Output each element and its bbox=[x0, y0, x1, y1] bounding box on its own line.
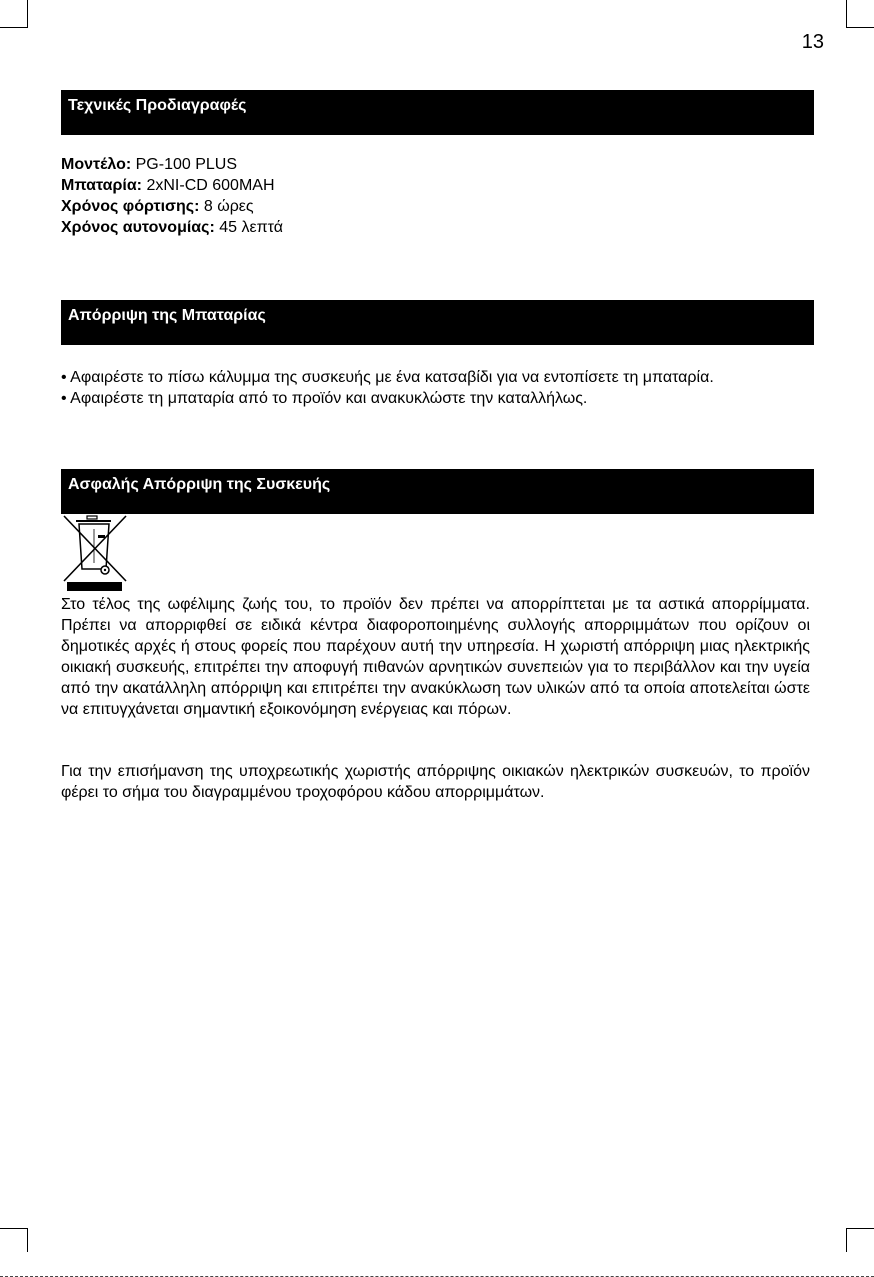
spec-row-model bbox=[61, 154, 237, 175]
crop-mark-bottom-right-h bbox=[846, 1228, 874, 1229]
crop-mark-bottom-left-h bbox=[0, 1228, 28, 1229]
spec-value: 8 ώρες bbox=[199, 198, 254, 215]
spec-row-charge-time bbox=[61, 196, 254, 217]
section-header-battery: Απόρριψη της Μπαταρίας bbox=[61, 300, 814, 345]
battery-bullet-list bbox=[61, 367, 821, 409]
spec-row-battery bbox=[61, 175, 275, 196]
spec-value: 2xNI-CD 600MAH bbox=[142, 177, 275, 194]
disposal-paragraph-1: Στο τέλος της ωφέλιμης ζωής του, το προϊόν δεν πρέπει να απορρίπτεται με τα αστικά απορρίμματα. Πρέπει να απορριφθεί σε ειδικά κέντρα διαφοροποιημένης συλλογής απορριμμάτων που ορίζουν οι δημοτικές αρχές ή στους φορείς που παρέχουν αυτή την υπηρεσία. Η χωριστή απόρριψη μιας ηλεκτρικής οικιακή συσκευής, επιτρέπει την αποφυγή πιθανών αρνητικών συνεπειών για το περιβάλλον και την υγεία από την ακατάλληλη απόρριψη και επιτρέπει την ανακύκλωση των υλικών από τα οποία αποτελείται ώστε να επιτυγχάνεται σημαντική εξοικονόμηση ενέργειας και πόρων. bbox=[61, 596, 810, 718]
crop-mark-bottom-right-v bbox=[846, 1228, 847, 1252]
spec-label: Χρόνος αυτονομίας: bbox=[61, 219, 215, 236]
spec-row-autonomy bbox=[61, 217, 283, 238]
crop-mark-top-right-h bbox=[846, 27, 874, 28]
crop-mark-top-left-v bbox=[27, 0, 28, 28]
spec-label: Χρόνος φόρτισης: bbox=[61, 198, 200, 215]
spec-value: 45 λεπτά bbox=[214, 219, 283, 236]
spec-label: Μοντέλο: bbox=[61, 156, 132, 173]
section-header-disposal: Ασφαλής Απόρριψη της Συσκευής bbox=[61, 469, 814, 514]
spec-value: PG-100 PLUS bbox=[131, 156, 237, 173]
crop-mark-top-left-h bbox=[0, 27, 28, 28]
crop-mark-bottom-left-v bbox=[27, 1228, 28, 1252]
spec-label: Μπαταρία: bbox=[61, 177, 143, 194]
disposal-paragraph-2: Για την επισήμανση της υποχρεωτικής χωριστής απόρριψης οικιακών ηλεκτρικών συσκευών, το προϊόν φέρει το σήμα του διαγραμμένου τροχοφόρου κάδου απορριμμάτων. bbox=[61, 763, 810, 801]
page-number: 13 bbox=[801, 31, 824, 53]
bullet-item: • Αφαιρέστε τη μπαταρία από το προϊόν και ανακυκλώστε την καταλλήλως. bbox=[61, 390, 588, 407]
crop-mark-top-right-v bbox=[846, 0, 847, 28]
section-header-specs: Τεχνικές Προδιαγραφές bbox=[61, 90, 814, 135]
bullet-item: • Αφαιρέστε το πίσω κάλυμμα της συσκευής με ένα κατσαβίδι για να εντοπίσετε τη μπαταρία. bbox=[61, 369, 714, 386]
crossed-out-wheelie-bin-icon bbox=[61, 515, 129, 593]
